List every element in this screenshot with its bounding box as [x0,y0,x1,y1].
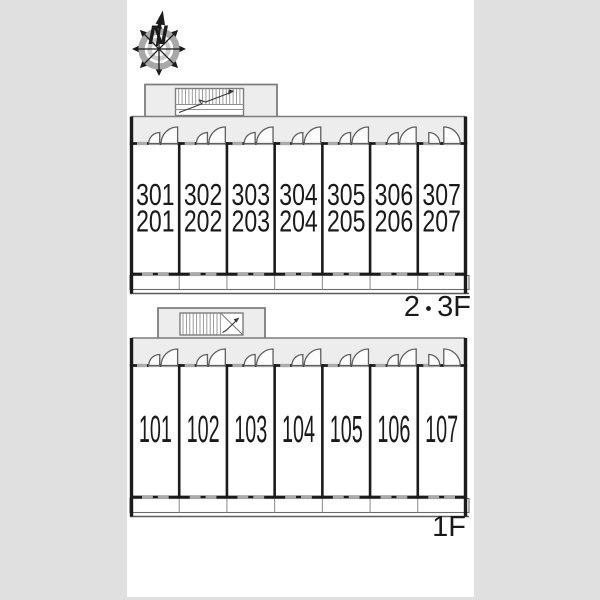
floor-label-1f [432,511,466,543]
unit-102 [185,349,226,497]
unit-105 [328,349,369,497]
compass-rose [133,11,185,76]
svg-text:3F: 3F [437,291,471,323]
room-number-104: 104 [282,409,315,451]
room-number-101: 101 [138,409,172,451]
floor-label-2-3f [404,291,471,323]
room-number-307: 307 [422,177,461,212]
svg-text:1F: 1F [432,511,466,543]
unit-306 [375,127,417,274]
room-number-207: 207 [422,203,461,239]
room-number-203: 203 [231,203,271,239]
unit-103 [232,349,273,497]
unit-104 [280,349,321,497]
room-number-206: 206 [374,203,414,239]
room-number-301: 301 [136,177,175,212]
floorplan-2-3f [130,85,471,324]
unit-307 [422,127,461,274]
room-number-102: 102 [186,409,220,451]
unit-304 [279,127,321,274]
room-number-105: 105 [329,409,363,451]
room-number-107: 107 [425,409,459,451]
floorplan-1f [130,308,469,543]
room-number-306: 306 [374,177,414,212]
unit-106 [376,349,417,497]
unit-101 [137,349,178,497]
room-number-201: 201 [136,203,175,239]
room-number-302: 302 [183,177,223,212]
unit-303 [232,127,274,274]
unit-305 [327,127,369,274]
room-number-204: 204 [279,203,318,239]
room-number-304: 304 [279,177,318,212]
room-number-106: 106 [377,409,411,451]
room-number-303: 303 [231,177,271,212]
unit-301 [136,127,178,274]
unit-107 [423,349,460,497]
room-number-205: 205 [326,203,366,239]
room-number-305: 305 [326,177,366,212]
compass-north-label: N [148,20,168,50]
room-number-202: 202 [183,203,223,239]
room-number-103: 103 [234,409,268,451]
unit-302 [184,127,226,274]
separator-dot [426,306,431,311]
svg-text:2: 2 [403,291,420,323]
